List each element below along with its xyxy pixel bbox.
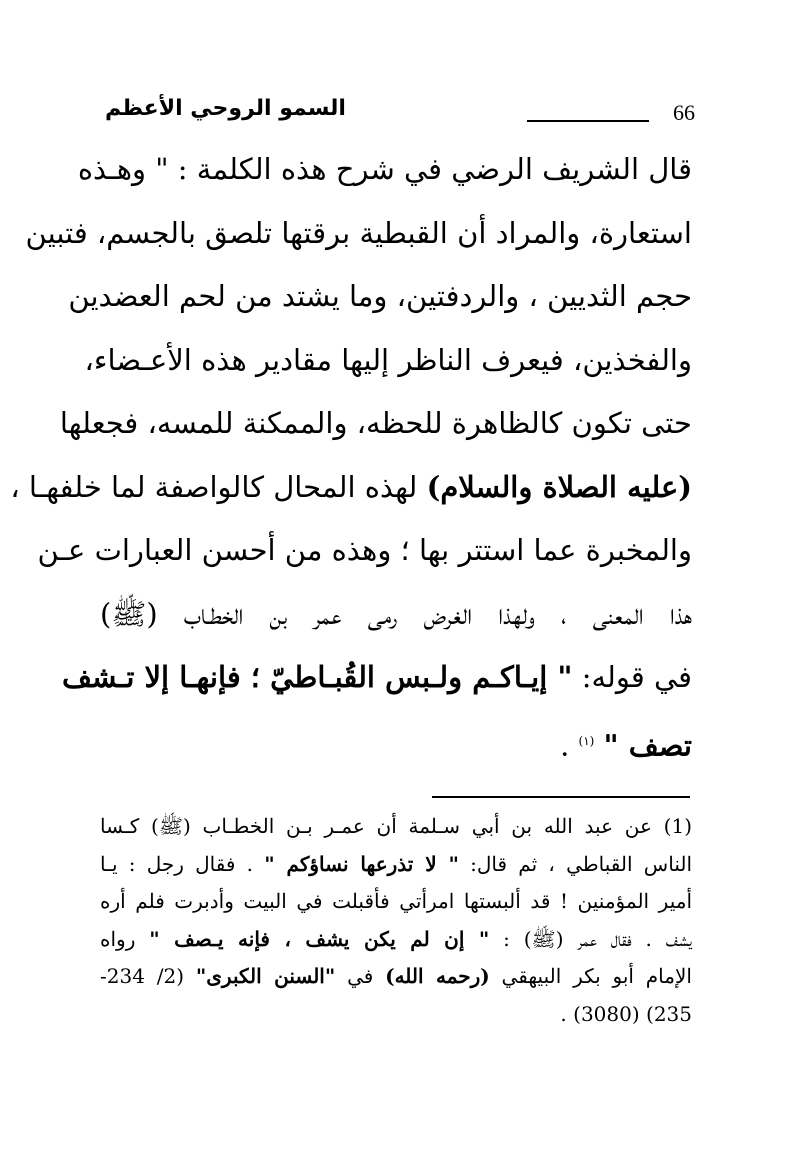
footnote-line: [100, 958, 692, 996]
body-line: [10, 456, 692, 520]
body-text-segment: في قوله:: [572, 660, 692, 694]
hadith-quote: " إيـاكـم ولـبس القُبـاطيّ ؛ فإنهـا إلا تـشف: [61, 660, 573, 694]
footnote-line: (1) عن عبد الله بن أبي سـلمة أن عمـر بـن الخطـاب (ﷺ) كـسا: [100, 814, 692, 838]
footnotes: [100, 808, 692, 1033]
footnote-line: [100, 846, 692, 884]
body-line: والمخبرة عما استتر بها ؛ وهذه من أحسن العبارات عـن: [37, 533, 692, 567]
body-text-segment: لهذه المحال كالواصفة لما خلفهـا ،: [10, 469, 427, 504]
footnote-honorific: (رحمه الله): [385, 964, 490, 988]
body-text-segment: .: [560, 728, 579, 763]
footnote-marker[interactable]: (١): [578, 733, 595, 748]
page-number: 66: [673, 100, 695, 125]
body-line: حجم الثديين ، والردفتين، وما يشتد من لحم العضدين: [68, 279, 692, 313]
footnote-text-segment: رواه: [100, 926, 150, 951]
page-header: [105, 96, 695, 132]
body-line: والفخذين، فيعرف الناظر إليها مقادير هذه الأعـضاء،: [84, 342, 692, 377]
footnote-quote: " لا تذرعها نساؤكم ": [264, 851, 459, 876]
body-line: قال الشريف الرضي في شرح هذه الكلمة : " وهـذه: [77, 152, 692, 186]
footnote-separator: [432, 796, 690, 798]
body-line: هذا المعنى ، ولهذا الغرض رمى عمر بن الخطـاب (ﷺ): [100, 596, 692, 631]
body-line: حتى تكون كالظاهرة للحظه، والممكنة للمسه، فجعلها: [59, 406, 692, 440]
footnote-text-segment: يشف . فقال عمر (ﷺ) :: [489, 926, 692, 951]
footnote-text-segment: . فقال رجل : يـا: [100, 851, 265, 876]
footnote-text-segment: في: [335, 964, 386, 988]
running-title: السمو الروحي الأعظم: [105, 96, 346, 121]
footnote-line: [100, 921, 692, 959]
footnote-text-segment: الإمام أبو بكر البيهقي: [489, 964, 692, 988]
body-line: استعارة، والمراد أن القبطية برقتها تلصق بالجسم، فتبين: [25, 215, 692, 250]
book-title: "السنن الكبرى": [195, 964, 336, 988]
header-rule: [527, 120, 649, 122]
hadith-quote-end: تصف ": [603, 728, 692, 763]
honorific-bold: (عليه الصلاة والسلام): [426, 469, 692, 504]
footnote-text-segment: (2/ 234-: [100, 964, 196, 988]
footnote-text-segment: الناس القباطي ، ثم قال:: [458, 851, 692, 876]
footnote-quote: " إن لم يكن يشف ، فإنه يـصف ": [149, 926, 490, 951]
main-body: [10, 138, 692, 773]
footnote-line: أمير المؤمنين ! قد ألبستها امرأتي فأقبلت في البيت وأدبرت فلم أره: [100, 889, 692, 913]
footnote-line: 235) (3080) .: [560, 1001, 692, 1026]
body-line: [61, 646, 692, 710]
body-line: [100, 710, 692, 774]
